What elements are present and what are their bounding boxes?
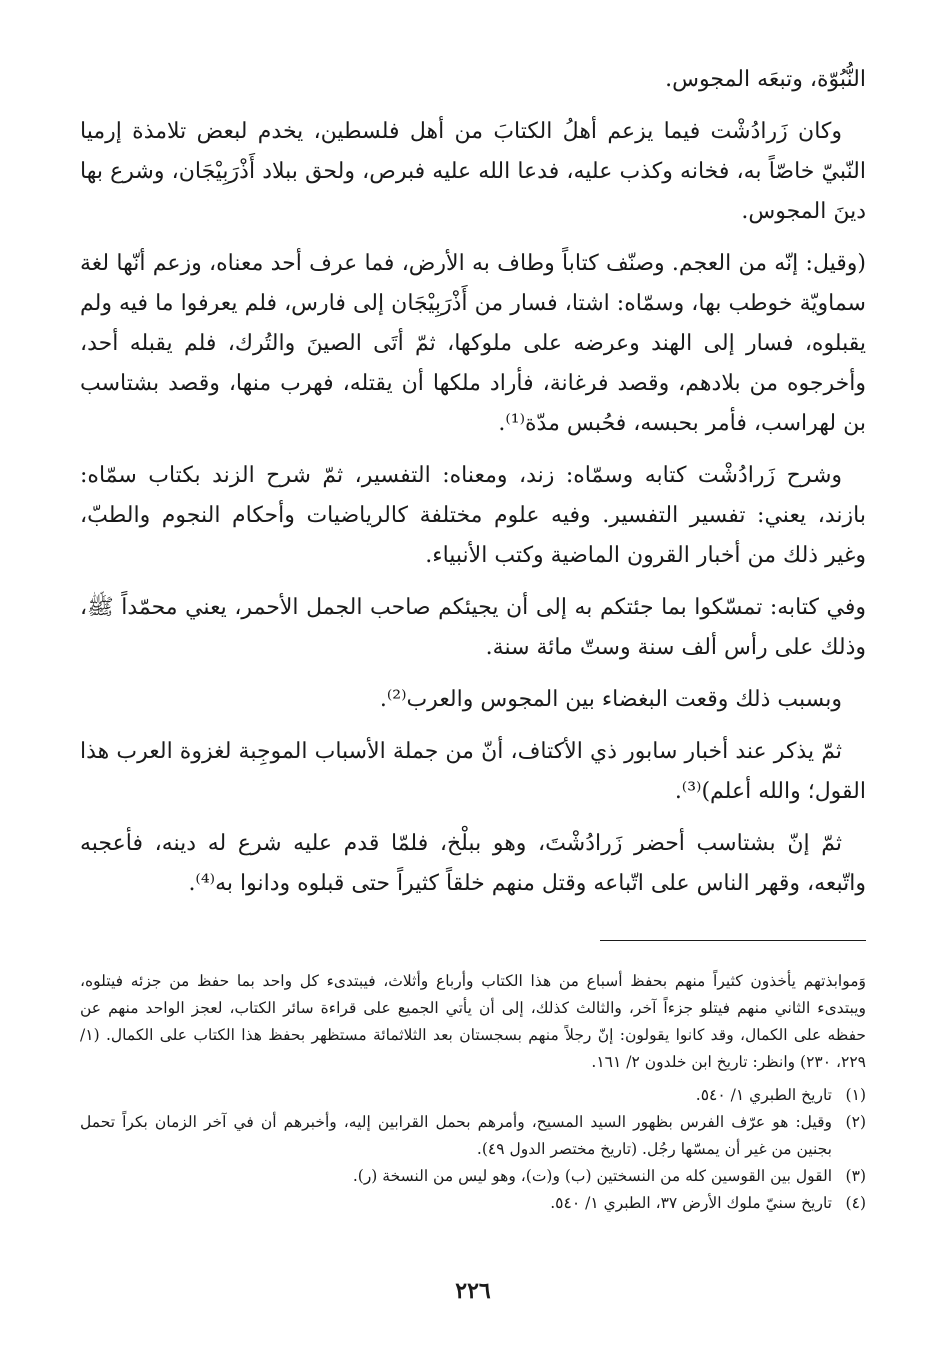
footnote-item bbox=[80, 1190, 866, 1217]
footnote-text: تاريخ الطبري ١/ ٥٤٠. bbox=[695, 1086, 832, 1104]
main-text bbox=[80, 60, 866, 904]
footnote-number: (٤) bbox=[845, 1194, 866, 1212]
footnote-number: (٢) bbox=[845, 1113, 866, 1131]
footnote-list bbox=[80, 1082, 866, 1217]
paragraph-red-camel-prophecy: وفي كتابه: تمسّكوا بما جئتكم به إلى أن يجيئكم صاحب الجمل الأحمر، يعني محمّداً ﷺ، وذلك على رأس ألف سنة وستّ مائة سنة. bbox=[80, 595, 866, 660]
paragraph-continuation: النُّبُوّة، وتبعَه المجوس. bbox=[665, 67, 866, 92]
footnote-text: القول بين القوسين كله من النسختين (ب) و(ت)، وهو ليس من النسخة (ر). bbox=[352, 1167, 832, 1185]
footnote-number: (١) bbox=[845, 1086, 866, 1104]
paragraph-sabur: ثمّ يذكر عند أخبار سابور ذي الأكتاف، أنّ من جملة الأسباب الموجِبة لغزوة العرب هذا القول؛ والله أعلم)⁽³⁾. bbox=[80, 739, 866, 804]
footnote-item bbox=[80, 1082, 866, 1109]
footnote-text: وقيل: هو عرّف الفرس بظهور السيد المسيح، وأمرهم بحمل القرابين إليه، وأخبرهم أن في آخر الزمان بكراً تحمل بجنين من غير أن يمسّها رجُل. (تاريخ مختصر الدول ٤٩). bbox=[80, 1113, 832, 1158]
paragraph-enmity: وبسبب ذلك وقعت البغضاء بين المجوس والعرب⁽²⁾. bbox=[379, 687, 842, 712]
footnote-text: تاريخ سنيّ ملوك الأرض ٣٧، الطبري ١/ ٥٤٠. bbox=[550, 1194, 832, 1212]
page-number: ٢٢٦ bbox=[455, 1278, 491, 1304]
footnote-item bbox=[80, 1109, 866, 1163]
footnote-item bbox=[80, 1163, 866, 1190]
paragraph-zoroaster-origin: وكان زَرادُشْت فيما يزعم أهلُ الكتابَ من أهل فلسطين، يخدم لبعض تلامذة إرميا النّبيّ خاصّاً به، فخانه وكذب عليه، فدعا الله عليه فبرص، ولحق ببلاد أَذْرَبِيْجَان، وشرع بها دينَ المجوس. bbox=[80, 119, 866, 224]
paragraph-bishtasb: ثمّ إنّ بشتاسب أحضر زَرادُشْتَ، وهو ببلْخ، فلمّا قدم عليه شرع له دينه، فأعجبه واتّبعه، وقهر الناس على اتّباعه وقتل منهم خلقاً كثيراً حتى قبلوه ودانوا به⁽⁴⁾. bbox=[80, 831, 866, 896]
footnote-continuation: وَموابذتهم يأخذون كثيراً منهم بحفظ أسباع من هذا الكتاب وأرباع وأثلاث، فيبتدىء كل واحد بما حفظ من جزئه فيتلوه، ويبتدىء الثاني منهم فيتلو جزءاً آخر، والثالث كذلك، إلى أن يأتي الجميع على قراءة سائر الكتاب، لعجز الواحد منهم عن حفظه على الكمال، وقد كانوا يقولون: إنّ رجلاً منهم بسجستان بعد الثلاثمائة مستظهر بحفظ هذا الكتاب على الكمال. (١/ ٢٢٩، ٢٣٠) وانظر: تاريخ ابن خلدون ٢/ ١٦١. bbox=[80, 972, 866, 1071]
paragraph-zoroaster-book: (وقيل: إنّه من العجم. وصنّف كتاباً وطاف به الأرض، فما عرف أحد معناه، وزعم أنّها لغة سماويّة خوطب بها، وسمّاه: اشتا، فسار من أَذْرَبِيْجَان إلى فارس، فلم يعرفوا ما فيه ولم يقبلوه، فسار إلى الهند وعرضه على ملوكها، ثمّ أتَى الصينَ والتُرك، فلم يقبله أحد، وأخرجوه من بلادهم، وقصد فرغانة، فأراد ملكها أن يقتله، فهرب منها، وقصد بشتاسب بن لهراسب، فأمر بحبسه، فحُبس مدّة⁽¹⁾. bbox=[80, 251, 866, 436]
footnote-number: (٣) bbox=[845, 1167, 866, 1185]
book-page bbox=[80, 60, 866, 1320]
paragraph-zand-commentary: وشرح زَرادُشْت كتابه وسمّاه: زند، ومعناه: التفسير، ثمّ شرح الزند بكتاب سمّاه: بازند، يعني: تفسير التفسير. وفيه علوم مختلفة كالرياضيات وأحكام النجوم والطبّ، وغير ذلك من أخبار القرون الماضية وكتب الأنبياء. bbox=[80, 463, 866, 568]
footnotes bbox=[80, 968, 866, 1217]
footnote-separator bbox=[600, 940, 866, 941]
